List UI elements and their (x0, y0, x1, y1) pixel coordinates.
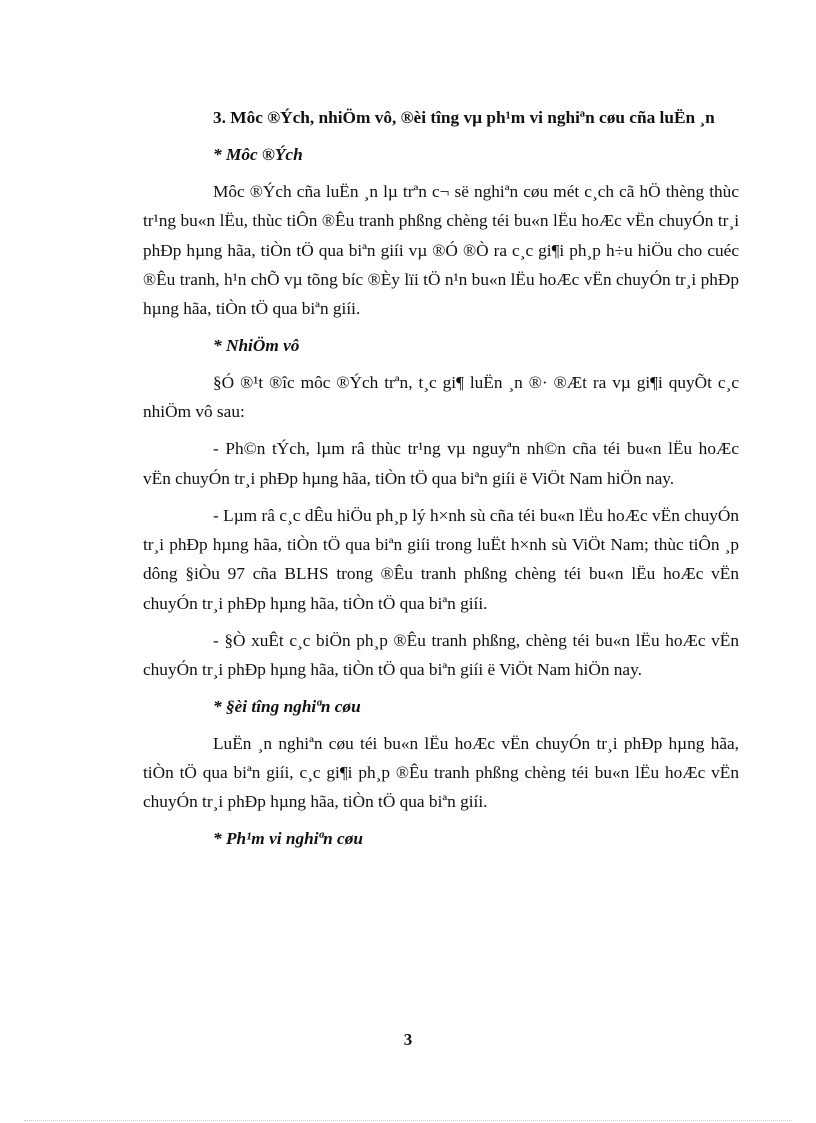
page-bottom-rule (24, 1120, 792, 1121)
page-number: 3 (403, 1030, 413, 1049)
subsection-title-scope: * Ph¹m vi nghiªn cøu (213, 829, 363, 849)
purpose-paragraph: Môc ®Ých cña luËn ¸n lµ trªn c¬ së nghiªn cøu mét c¸ch cã hÖ thèng thùc tr¹ng bu«n lËu, thùc tiÔn ®Êu tranh phßng chèng téi bu«n lËu hoÆc vËn chuyÓn tr¸i phÐp hµng hãa, tiÒn tÖ qua biªn giíi vµ ®Ó ®Ò ra c¸c gi¶i ph¸p h÷u hiÖu cho cuéc ®Êu tranh, h¹n chÕ vµ tõng bíc ®Èy lïi tÖ n¹n bu«n lËu hoÆc vËn chuyÓn tr¸i phÐp hµng hãa, tiÒn tÖ qua biªn giíi. (143, 181, 739, 319)
task-item-legal-signs: - Lµm râ c¸c dÊu hiÖu ph¸p lý h×nh sù cña téi bu«n lËu hoÆc vËn chuyÓn tr¸i phÐp hµng hãa, tiÒn tÖ qua biªn giíi trong luËt h×nh sù ViÖt Nam; thùc tiÔn ¸p dông §iÒu 97 cña BLHS trong ®Êu tranh phßng chèng téi bu«n lËu hoÆc vËn chuyÓn tr¸i phÐp hµng hãa, tiÒn tÖ qua biªn giíi. (143, 505, 739, 613)
subsection-title-tasks: * NhiÖm vô (213, 336, 300, 356)
tasks-intro-paragraph: §Ó ®¹t ®îc môc ®Ých trªn, t¸c gi¶ luËn ¸n ®· ®Æt ra vµ gi¶i quyÕt c¸c nhiÖm vô sau: (143, 373, 739, 422)
object-paragraph: LuËn ¸n nghiªn cøu téi bu«n lËu hoÆc vËn chuyÓn tr¸i phÐp hµng hãa, tiÒn tÖ qua biªn giíi, c¸c gi¶i ph¸p ®Êu tranh phßng chèng téi bu«n lËu hoÆc vËn chuyÓn tr¸i phÐp hµng hãa, tiÒn tÖ qua biªn giíi. (143, 733, 739, 812)
subsection-title-object: * §èi tîng nghiªn cøu (213, 696, 361, 716)
subsection-title-purpose: * Môc ®Ých (213, 144, 303, 164)
page-content (143, 103, 739, 861)
section-heading: 3. Môc ®Ých, nhiÖm vô, ®èi tîng vµ ph¹m vi nghiªn cøu cña luËn ¸n (213, 108, 715, 127)
task-item-analysis: - Ph©n tÝch, lµm râ thùc tr¹ng vµ nguyªn nh©n cña téi bu«n lËu hoÆc vËn chuyÓn tr¸i phÐp hµng hãa, tiÒn tÖ qua biªn giíi ë ViÖt Nam hiÖn nay. (143, 439, 739, 488)
task-item-measures: - §Ò xuÊt c¸c biÖn ph¸p ®Êu tranh phßng, chèng téi bu«n lËu hoÆc vËn chuyÓn tr¸i phÐp hµng hãa, tiÒn tÖ qua biªn giíi ë ViÖt Nam hiÖn nay. (143, 630, 739, 679)
